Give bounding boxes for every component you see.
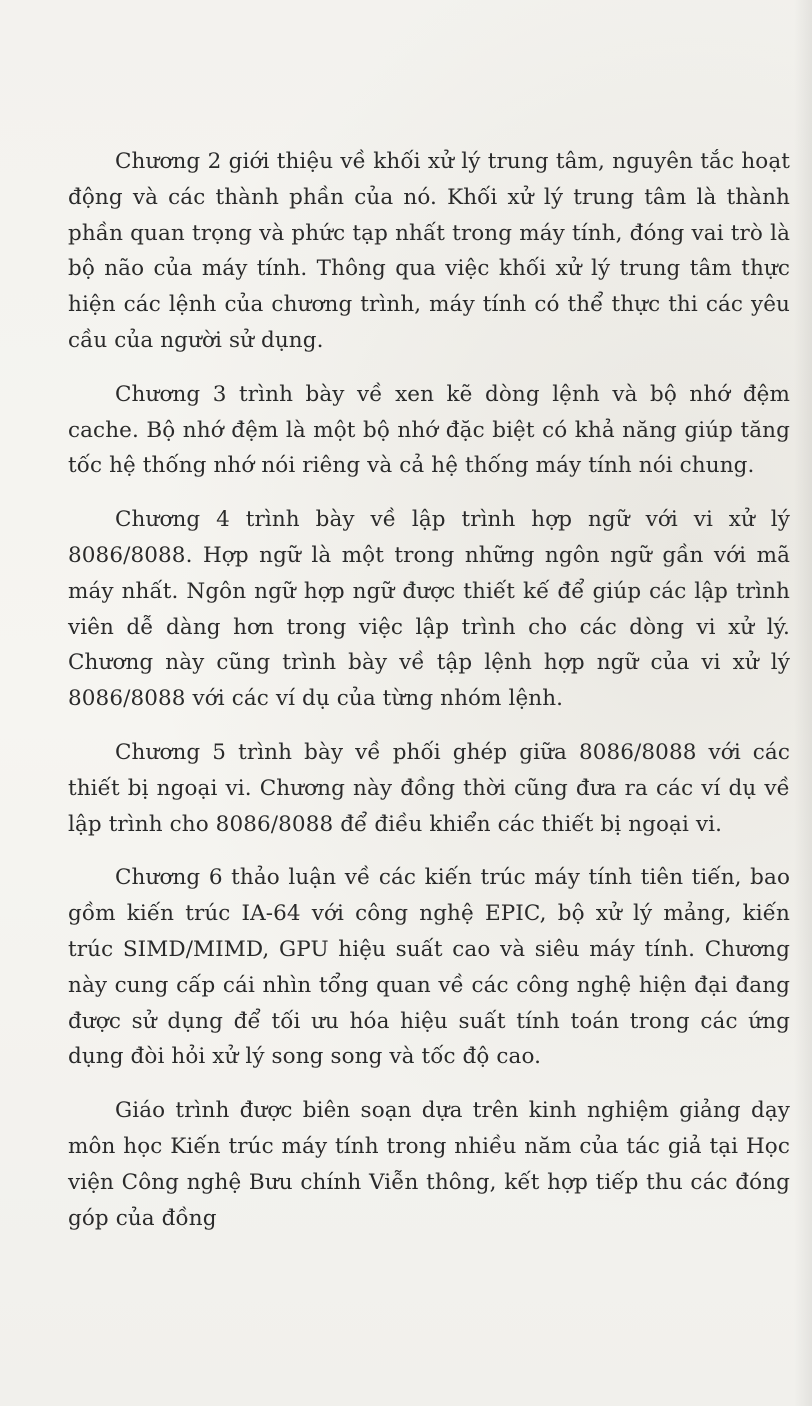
paragraph-chapter-5: Chương 5 trình bày về phối ghép giữa 8086/8088 với các thiết bị ngoại vi. Chương này đồng thời cũng đưa ra các ví dụ về lập trình cho 8086/8088 để điều khiển các thiết bị ngoại vi. (68, 739, 790, 837)
body-text (68, 144, 790, 1236)
paragraph-textbook-note: Giáo trình được biên soạn dựa trên kinh nghiệm giảng dạy môn học Kiến trúc máy tính trong nhiều năm của tác giả tại Học viện Công nghệ Bưu chính Viễn thông, kết hợp tiếp thu các đóng góp của đồng (68, 1098, 790, 1231)
paragraph-chapter-2: Chương 2 giới thiệu về khối xử lý trung tâm, nguyên tắc hoạt động và các thành phần của nó. Khối xử lý trung tâm là thành phần quan trọng và phức tạp nhất trong máy tính, đóng vai trò là bộ não của máy tính. Thông qua việc khối xử lý trung tâm thực hiện các lệnh của chương trình, máy tính có thể thực thi các yêu cầu của người sử dụng. (68, 149, 790, 353)
paragraph-chapter-4: Chương 4 trình bày về lập trình hợp ngữ với vi xử lý 8086/8088. Hợp ngữ là một trong những ngôn ngữ gần với mã máy nhất. Ngôn ngữ hợp ngữ được thiết kế để giúp các lập trình viên dễ dàng hơn trong việc lập trình cho các dòng vi xử lý. Chương này cũng trình bày về tập lệnh hợp ngữ của vi xử lý 8086/8088 với các ví dụ của từng nhóm lệnh. (68, 507, 790, 712)
page-edge-shadow (794, 0, 812, 1406)
paragraph-chapter-3: Chương 3 trình bày về xen kẽ dòng lệnh và bộ nhớ đệm cache. Bộ nhớ đệm là một bộ nhớ đặc biệt có khả năng giúp tăng tốc hệ thống nhớ nói riêng và cả hệ thống máy tính nói chung. (68, 381, 790, 479)
paragraph-chapter-6: Chương 6 thảo luận về các kiến trúc máy tính tiên tiến, bao gồm kiến trúc IA-64 với công nghệ EPIC, bộ xử lý mảng, kiến trúc SIMD/MIMD, GPU hiệu suất cao và siêu máy tính. Chương này cung cấp cái nhìn tổng quan về các công nghệ hiện đại đang được sử dụng để tối ưu hóa hiệu suất tính toán trong các ứng dụng đòi hỏi xử lý song song và tốc độ cao. (68, 865, 790, 1070)
